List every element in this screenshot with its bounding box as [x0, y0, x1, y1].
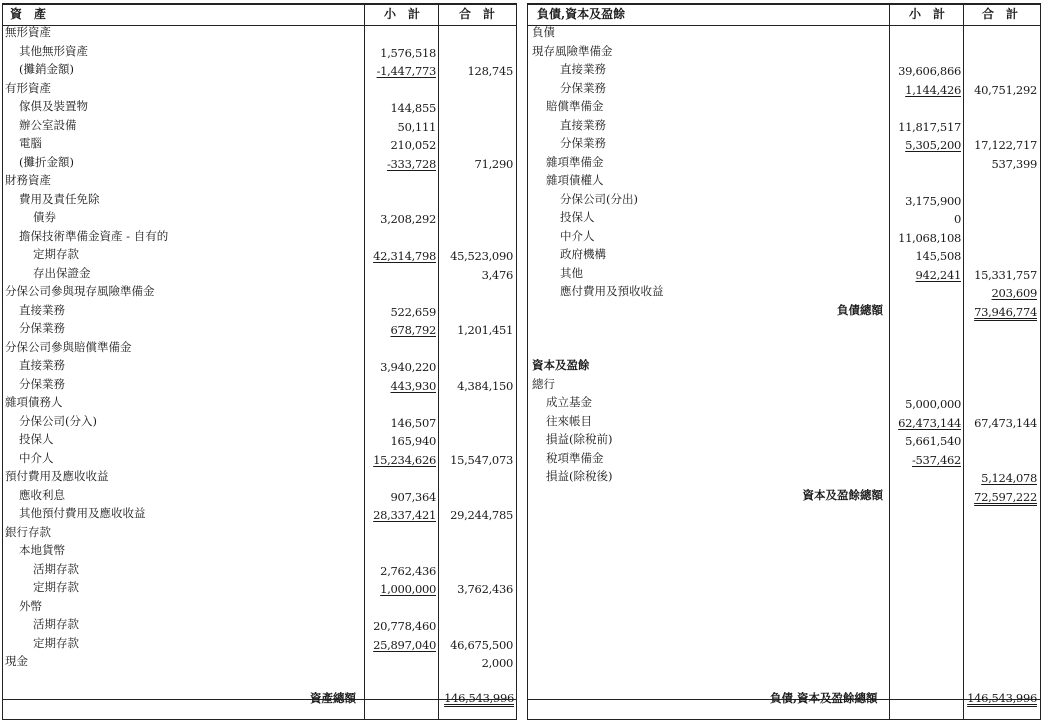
asset-row-label: 分保公司參與現存風險準備金 — [5, 284, 155, 298]
liability-row-label: 中介人 — [560, 228, 595, 243]
total-value: 203,609 — [991, 286, 1037, 300]
subtotal-value: 39,606,866 — [898, 64, 961, 78]
liability-row-label: 政府機構 — [560, 247, 606, 261]
liability-row-label: 總行 — [532, 376, 555, 391]
subtotal-value: 11,068,108 — [898, 230, 961, 245]
subtotal-value: 907,364 — [390, 489, 436, 504]
total-value: 73,946,774 — [974, 304, 1037, 319]
asset-row-label: 本地貨幣 — [19, 543, 65, 557]
subtotal-value: 25,897,040 — [373, 637, 436, 652]
total-value: 5,124,078 — [981, 471, 1037, 485]
asset-row-label: 傢俱及裝置物 — [19, 99, 88, 113]
asset-row-label: 定期存款 — [33, 580, 79, 594]
asset-row-label: 存出保證金 — [33, 265, 91, 280]
liability-row-label: 其他 — [560, 265, 583, 280]
assets-header — [2, 3, 517, 26]
total-value: 29,244,785 — [450, 508, 513, 522]
subtotal-value: 50,111 — [397, 119, 436, 134]
asset-row-label: 定期存款 — [33, 635, 79, 650]
subtotal-value: 3,175,900 — [905, 193, 961, 208]
subtotal-value: 942,241 — [915, 267, 961, 282]
subtotal-value: 522,659 — [390, 304, 436, 319]
subtotal-value: 5,305,200 — [905, 138, 961, 152]
total-value: 15,331,757 — [974, 267, 1037, 282]
total-value: 3,476 — [481, 267, 513, 282]
subtotal-value: 1,576,518 — [380, 45, 436, 60]
asset-row-label: 雜項債務人 — [5, 395, 63, 409]
total-value: 1,201,451 — [457, 323, 513, 337]
asset-row-label: 投保人 — [19, 432, 54, 446]
asset-row-label: 直接業務 — [19, 302, 65, 317]
subtotal-value: 146,507 — [390, 415, 436, 430]
liabilities-panel — [527, 3, 1041, 720]
asset-row-label: 其他預付費用及應收收益 — [19, 506, 146, 520]
liabilities-heading: 負債,資本及盈餘 — [537, 7, 626, 21]
total-value: 537,399 — [991, 156, 1037, 171]
assets-total-value: 146,543,996 — [444, 691, 514, 705]
liability-row-label: 賠償準備金 — [546, 99, 604, 113]
subtotal-value: 678,792 — [390, 323, 436, 337]
subtotal-value: 28,337,421 — [373, 508, 436, 522]
asset-row-label: 費用及責任免除 — [19, 191, 100, 206]
subtotal-value: 1,144,426 — [905, 82, 961, 97]
asset-row-label: 分保業務 — [19, 321, 65, 335]
asset-row-label: 財務資產 — [5, 173, 51, 187]
grand-total-label: 負債,資本及盈餘總額 — [770, 691, 878, 705]
asset-row-label: 分保公司參與賠償準備金 — [5, 339, 132, 354]
asset-row-label: 中介人 — [19, 450, 54, 465]
liability-row-label: 分保公司(分出) — [560, 191, 638, 206]
liability-row-label: 損益(除稅前) — [546, 432, 613, 446]
total-value: 2,000 — [481, 656, 513, 670]
asset-row-label: 債券 — [33, 210, 56, 224]
total-value: 46,675,500 — [450, 637, 513, 652]
liability-row-label: 投保人 — [560, 210, 595, 224]
subtotal-value: -537,462 — [911, 452, 961, 467]
total-value: 67,473,144 — [974, 415, 1037, 430]
asset-row-label: 外幣 — [19, 598, 42, 613]
asset-row-label: 活期存款 — [33, 617, 79, 631]
asset-row-label: 活期存款 — [33, 561, 79, 576]
subtotal-value: 1,000,000 — [380, 582, 436, 596]
subtotal-value: 3,208,292 — [380, 212, 436, 226]
liability-row-label: 分保業務 — [560, 136, 606, 150]
subtotal-value: 11,817,517 — [898, 119, 961, 134]
subtotal-value: 3,940,220 — [380, 360, 436, 374]
subtotal-value: 42,314,798 — [373, 249, 436, 263]
total-value: 15,547,073 — [450, 452, 513, 467]
liability-row-label: 直接業務 — [560, 62, 606, 76]
subtotal-value: 443,930 — [390, 378, 436, 393]
asset-row-label: 有形資產 — [5, 80, 51, 95]
assets-panel — [2, 3, 517, 720]
total-value: 128,745 — [467, 64, 513, 78]
subtotal-value: 5,000,000 — [905, 397, 961, 411]
subtotal-value: 15,234,626 — [373, 452, 436, 467]
asset-row-label: 無形資產 — [5, 25, 51, 39]
subtotal-value: 62,473,144 — [898, 415, 961, 430]
subtotal-value: 20,778,460 — [373, 619, 436, 633]
assets-total-label: 資產總額 — [310, 691, 356, 705]
subtotal-value: 5,661,540 — [905, 434, 961, 448]
asset-row-label: 分保公司(分入) — [19, 413, 97, 428]
subtotal-value: 144,855 — [390, 101, 436, 115]
liability-row-label: 往來帳目 — [546, 413, 592, 428]
liability-row-label: 現存風險準備金 — [532, 43, 613, 58]
total-value: 4,384,150 — [457, 378, 513, 393]
asset-row-label: 現金 — [5, 654, 28, 668]
asset-row-label: 銀行存款 — [5, 524, 51, 539]
subtotal-value: 145,508 — [915, 249, 961, 263]
liabilities-total-heading: 合 計 — [982, 7, 1019, 21]
total-value: 40,751,292 — [974, 82, 1037, 97]
asset-row-label: 電腦 — [19, 136, 42, 150]
liability-row-label: 雜項準備金 — [546, 154, 604, 169]
liabilities-subtotal-heading: 小 計 — [909, 7, 946, 21]
liability-row-label: 負債總額 — [837, 302, 883, 317]
asset-row-label: 應收利息 — [19, 487, 65, 502]
liability-row-label: 損益(除稅後) — [546, 469, 613, 483]
asset-row-label: 預付費用及應收收益 — [5, 469, 109, 483]
asset-row-label: 定期存款 — [33, 247, 79, 261]
asset-row-label: 擔保技術準備金資產 - 自有的 — [19, 228, 169, 243]
subtotal-value: 0 — [953, 212, 961, 226]
liability-row-label: 稅項準備金 — [546, 450, 604, 465]
liability-row-label: 直接業務 — [560, 117, 606, 132]
subtotal-value: 210,052 — [390, 138, 436, 152]
liability-row-label: 資本及盈餘總額 — [802, 487, 883, 502]
subtotal-value: 165,940 — [390, 434, 436, 448]
total-value: 71,290 — [474, 156, 513, 171]
subtotal-value: -1,447,773 — [376, 64, 436, 78]
subtotal-value: -333,728 — [386, 156, 436, 171]
asset-row-label: (攤折金額) — [19, 154, 74, 169]
total-value: 72,597,222 — [974, 489, 1037, 504]
liability-row-label: 應付費用及預收收益 — [560, 284, 664, 298]
asset-row-label: 直接業務 — [19, 358, 65, 372]
asset-row-label: (攤銷金額) — [19, 62, 74, 76]
assets-heading: 資 產 — [10, 7, 47, 21]
assets-subtotal-heading: 小 計 — [384, 7, 421, 21]
asset-row-label: 其他無形資產 — [19, 43, 88, 58]
liability-row-label: 雜項債權人 — [546, 173, 604, 187]
asset-row-label: 辦公室設備 — [19, 117, 77, 132]
liability-row-label: 負債 — [532, 25, 555, 39]
subtotal-value: 2,762,436 — [380, 563, 436, 578]
grand-total-value: 146,543,996 — [967, 691, 1037, 705]
liability-row-label: 資本及盈餘 — [532, 358, 590, 372]
total-value: 17,122,717 — [974, 138, 1037, 152]
liability-row-label: 分保業務 — [560, 80, 606, 95]
total-value: 45,523,090 — [450, 249, 513, 263]
assets-total-heading: 合 計 — [459, 7, 496, 21]
asset-row-label: 分保業務 — [19, 376, 65, 391]
liability-row-label: 成立基金 — [546, 395, 592, 409]
total-value: 3,762,436 — [457, 582, 513, 596]
